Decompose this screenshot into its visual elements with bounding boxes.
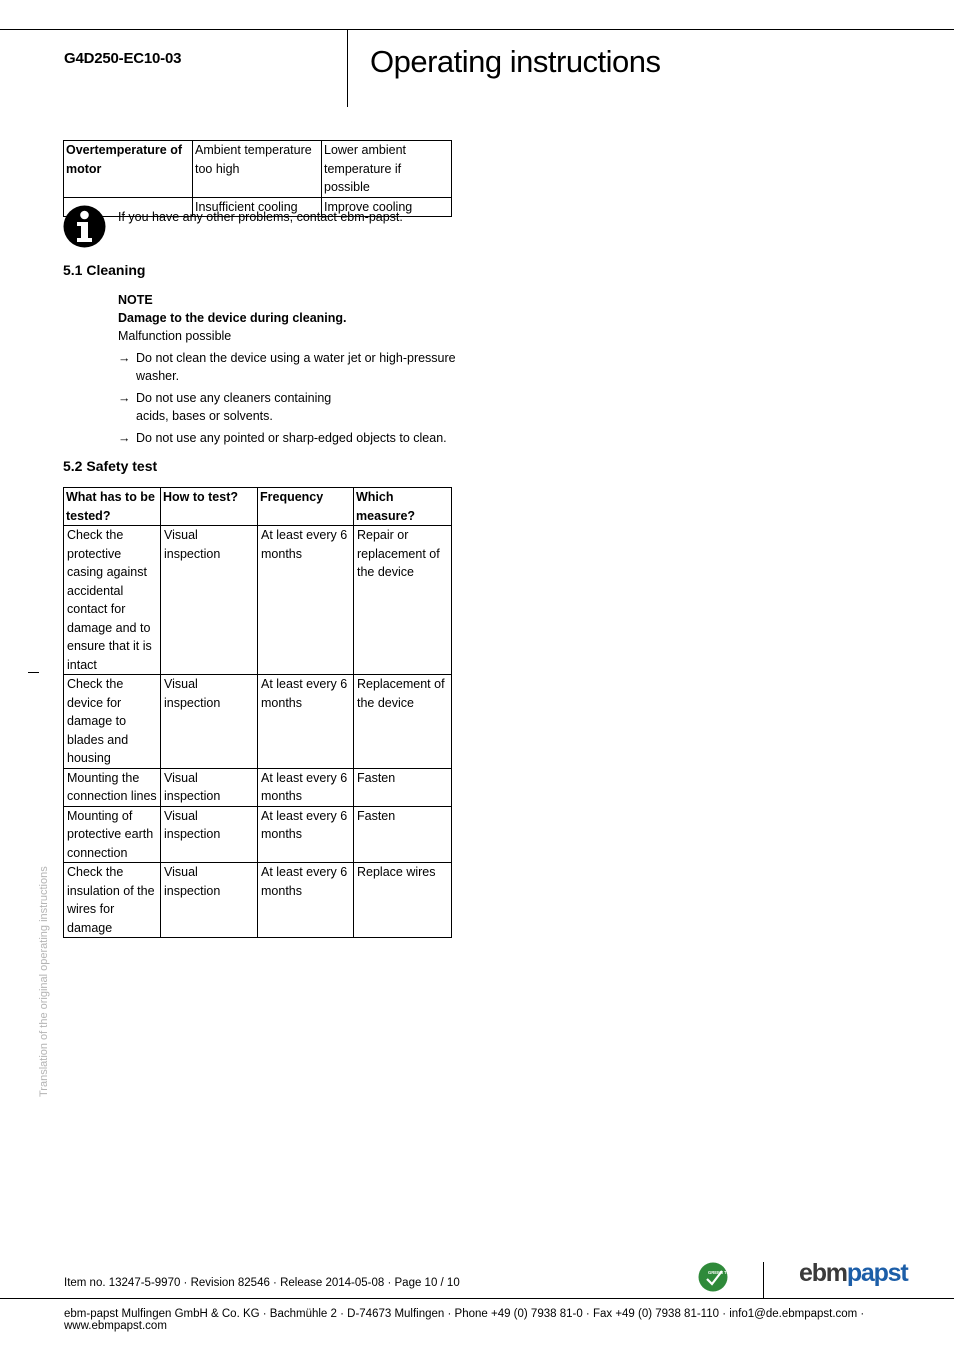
- cleaning-note: [118, 291, 458, 447]
- list-item-text: Do not use any cleaners containing acids, bases or solvents.: [136, 391, 332, 423]
- note-label: NOTE: [118, 293, 153, 307]
- table-cell: Improve cooling: [322, 197, 452, 217]
- arrow-right-icon: →: [118, 431, 131, 445]
- item-info: Item no. 13247-5-9970 · Revision 82546 · Release 2014-05-08 · Page 10 / 10: [64, 1277, 460, 1289]
- info-icon: [63, 205, 106, 248]
- table-cell: Mounting of protective earth connection: [64, 806, 161, 863]
- column-header: How to test?: [161, 488, 258, 526]
- safety-test-table: [63, 487, 452, 938]
- greentech-badge-icon: [698, 1262, 736, 1292]
- table-cell: Ambient temperature too high: [193, 141, 322, 198]
- table-cell: At least every 6 months: [258, 768, 354, 806]
- table-row: [64, 768, 452, 806]
- side-caption: Translation of the original operating instructions: [38, 866, 50, 1097]
- brand-logo-part: ebm: [799, 1259, 847, 1287]
- troubleshooting-table: [63, 140, 452, 217]
- table-cell: Check the protective casing against accidental contact for damage and to ensure that it is intact: [64, 526, 161, 675]
- table-cell: Fasten: [354, 768, 452, 806]
- table-row: [64, 806, 452, 863]
- header-top-rule: [0, 29, 954, 30]
- table-cell: Fasten: [354, 806, 452, 863]
- table-cell: Lower ambient temperature if possible: [322, 141, 452, 198]
- company-address: ebm-papst Mulfingen GmbH & Co. KG · Bachmühle 2 · D-74673 Mulfingen · Phone +49 (0) 7938 81-0 · Fax +49 (0) 7938 81-110 · info1@de.ebmpapst.com · www.ebmpapst.com: [64, 1308, 865, 1332]
- info-text: If you have any other problems, contact ebm-papst.: [118, 210, 403, 224]
- table-cell: Visual inspection: [161, 675, 258, 769]
- model-number: G4D250-EC10-03: [64, 50, 182, 67]
- arrow-right-icon: →: [118, 391, 131, 405]
- list-item: [118, 429, 458, 447]
- brand-logo-part: papst: [846, 1259, 908, 1287]
- table-cell: Visual inspection: [161, 526, 258, 675]
- list-item-text: Do not use any pointed or sharp-edged objects to clean.: [136, 431, 447, 445]
- table-cell: At least every 6 months: [258, 675, 354, 769]
- table-row: [64, 141, 452, 198]
- arrow-right-icon: →: [118, 351, 131, 365]
- table-cell: Mounting the connection lines: [64, 768, 161, 806]
- list-item-text: Do not clean the device using a water jet or high-pressure washer.: [136, 351, 456, 383]
- table-row: [64, 526, 452, 675]
- list-item: [118, 389, 458, 425]
- table-cell: Replacement of the device: [354, 675, 452, 769]
- list-item: [118, 349, 458, 385]
- table-cell: Repair or replacement of the device: [354, 526, 452, 675]
- table-cell: Insufficient cooling: [193, 197, 322, 217]
- note-subtitle: Malfunction possible: [118, 329, 232, 343]
- table-cell: At least every 6 months: [258, 863, 354, 938]
- column-header: Frequency: [258, 488, 354, 526]
- fold-mark: [28, 672, 39, 673]
- table-header-row: [64, 488, 452, 526]
- logo-divider: [763, 1262, 764, 1298]
- header-divider: [347, 29, 348, 107]
- table-cell: Visual inspection: [161, 768, 258, 806]
- badge-text: GREEN TECH: [708, 1270, 736, 1275]
- column-header: Which measure?: [354, 488, 452, 526]
- table-cell: Check the insulation of the wires for damage: [64, 863, 161, 938]
- table-row: [64, 863, 452, 938]
- table-cell: At least every 6 months: [258, 806, 354, 863]
- table-cell: Replace wires: [354, 863, 452, 938]
- table-row: [64, 675, 452, 769]
- note-title: Damage to the device during cleaning.: [118, 311, 347, 325]
- section-heading-safety-test: 5.2 Safety test: [63, 458, 158, 474]
- section-heading-cleaning: 5.1 Cleaning: [63, 262, 146, 278]
- table-cell: Visual inspection: [161, 863, 258, 938]
- table-cell: Overtemperature of motor: [64, 141, 193, 198]
- table-cell: At least every 6 months: [258, 526, 354, 675]
- table-cell: Check the device for damage to blades and housing: [64, 675, 161, 769]
- column-header: What has to be tested?: [64, 488, 161, 526]
- brand-logo: [799, 1259, 908, 1288]
- footer-rule: [0, 1298, 954, 1299]
- table-cell: Visual inspection: [161, 806, 258, 863]
- page-title: Operating instructions: [370, 44, 661, 79]
